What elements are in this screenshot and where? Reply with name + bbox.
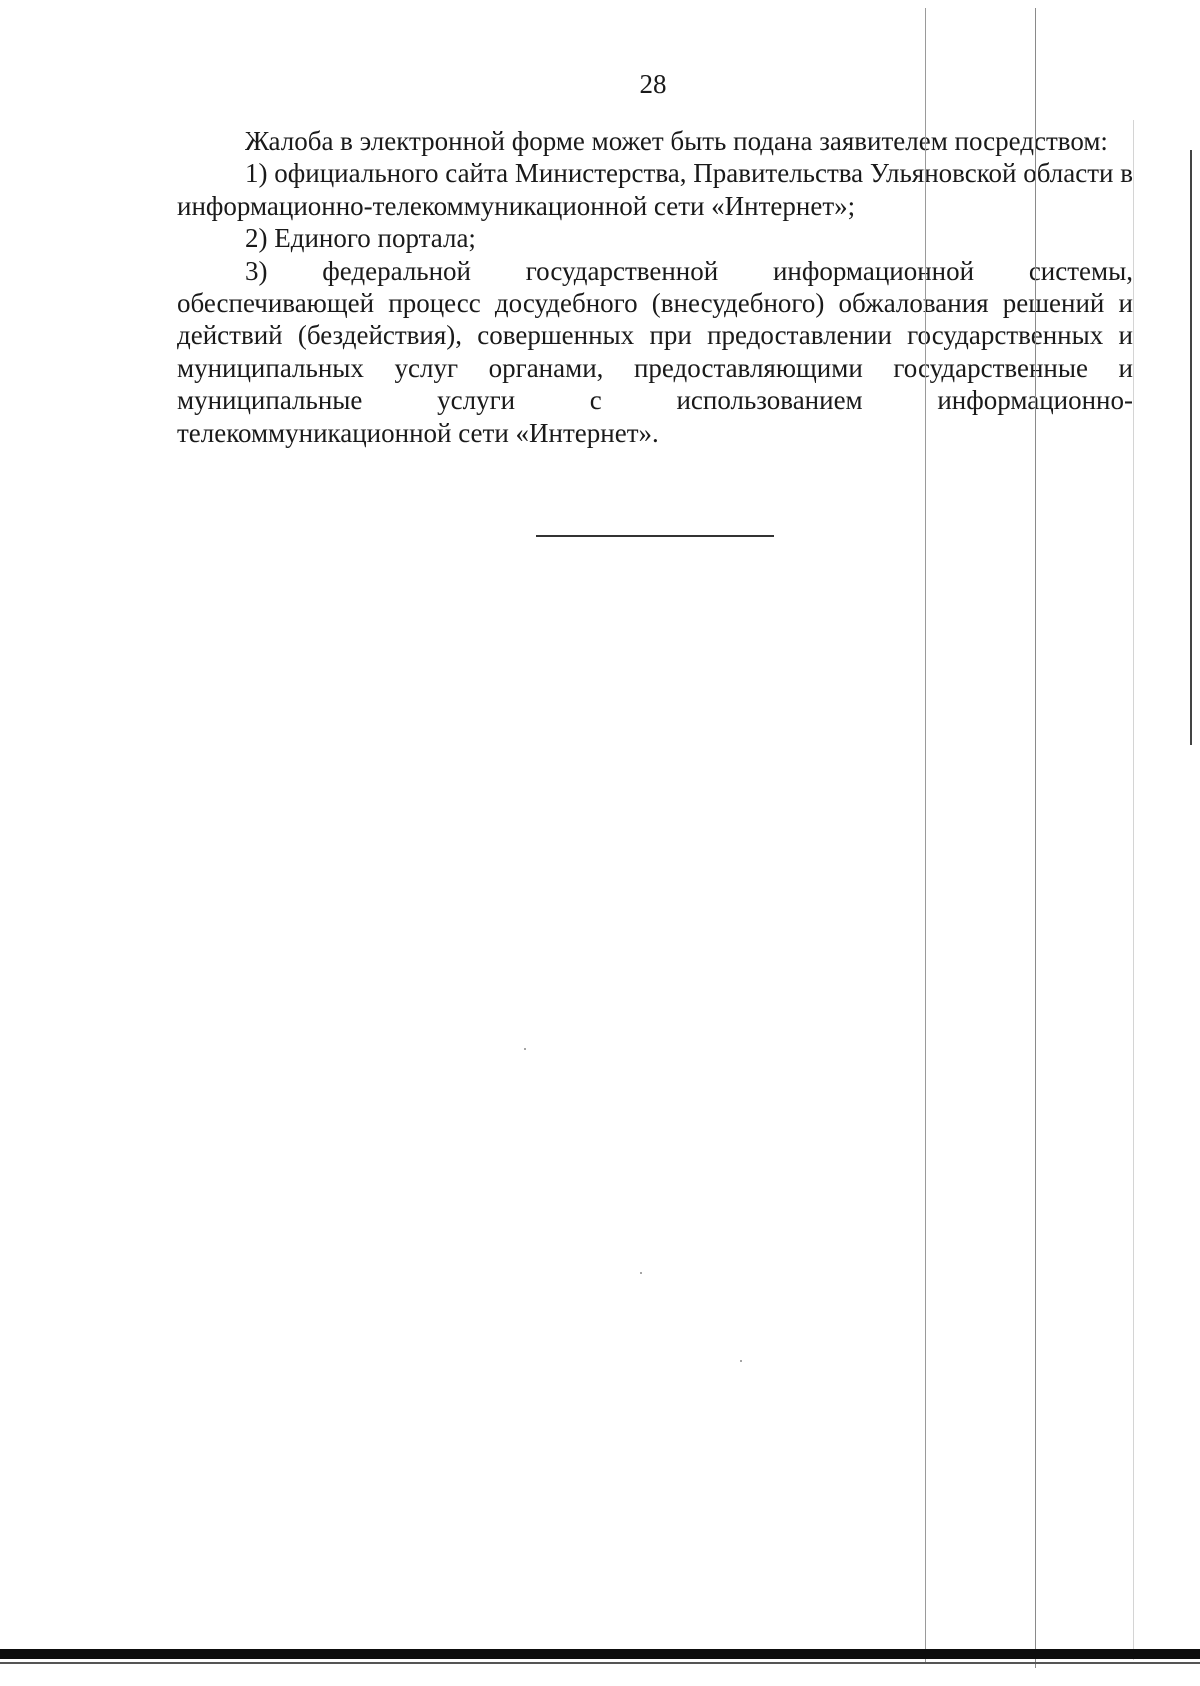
scan-bottom-edge-shadow	[0, 1662, 1200, 1664]
page-number: 28	[639, 69, 667, 99]
section-divider-line	[536, 535, 774, 537]
document-body	[177, 125, 1133, 449]
paragraph-item-3: 3) федеральной государственной информационной системы, обеспечивающей процесс досудебного (внесудебного) обжалования решений и действий (бездействия), совершенных при предоставлении государственных и муниципальных услуг органами, предоставляющими государственные и муниципальные услуги с использованием информационно-телекоммуникационной сети «Интернет».	[177, 255, 1133, 448]
scan-artifact-line	[925, 8, 926, 1663]
scan-speck	[740, 1360, 742, 1362]
scan-speck	[524, 1048, 526, 1050]
scan-bottom-edge	[0, 1649, 1200, 1659]
paragraph-intro: Жалоба в электронной форме может быть подана заявителем посредством:	[245, 126, 1108, 156]
scan-artifact-edge	[1190, 150, 1192, 745]
scan-artifact-line	[1133, 120, 1134, 1660]
paragraph-item-1: 1) официального сайта Министерства, Правительства Ульяновской области в информационно-телекоммуникационной сети «Интернет»;	[177, 158, 1133, 221]
scan-speck	[640, 1272, 642, 1274]
paragraph-item-2: 2) Единого портала;	[245, 223, 476, 254]
scan-artifact-line	[1035, 8, 1036, 1668]
